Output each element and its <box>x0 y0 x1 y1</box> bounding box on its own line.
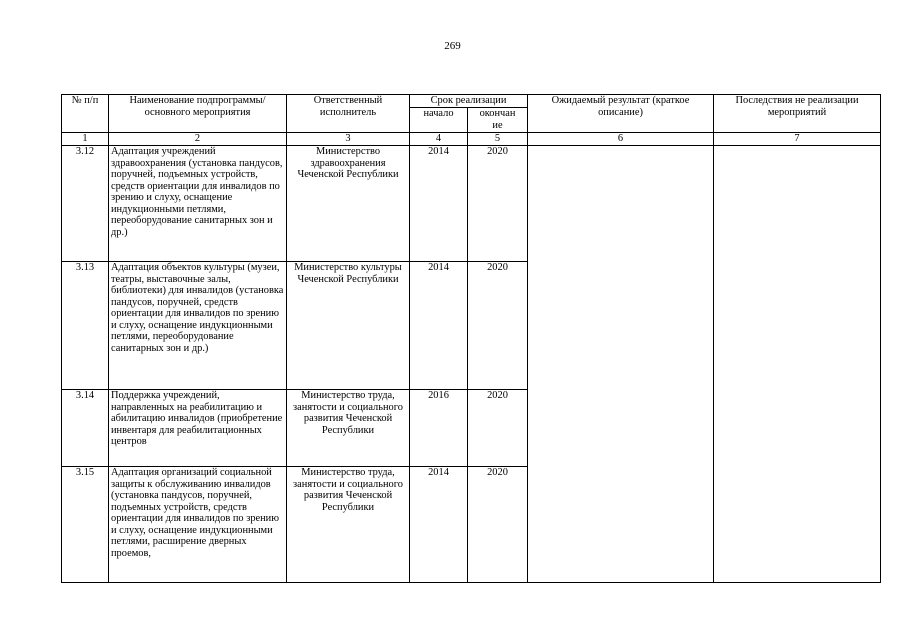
col-number-4: 4 <box>410 133 468 146</box>
header-end-line2: ие <box>492 120 503 131</box>
header-name: Наименование подпрограммы/ основного мероприятия <box>109 95 287 133</box>
header-end-line1: окончан <box>479 108 516 119</box>
header-period: Срок реализации <box>410 95 528 108</box>
header-num: № п/п <box>62 95 109 133</box>
row-executor: Министерство здравоохранения Чеченской Республики <box>287 146 410 262</box>
result-cell <box>528 146 714 583</box>
header-executor: Ответственный исполнитель <box>287 95 410 133</box>
col-number-2: 2 <box>109 133 287 146</box>
row-end: 2020 <box>468 262 528 390</box>
header-start: начало <box>410 108 468 133</box>
col-number-5: 5 <box>468 133 528 146</box>
program-table <box>61 94 881 583</box>
row-executor: Министерство труда, занятости и социального развития Чеченской Республики <box>287 467 410 583</box>
col-number-6: 6 <box>528 133 714 146</box>
row-num: 3.14 <box>62 390 109 467</box>
row-num: 3.15 <box>62 467 109 583</box>
row-name: Адаптация организаций социальной защиты к обслуживанию инвалидов (установка пандусов, поручней, подъемных устройств, средств ориентации для инвалидов по зрению и слуху, оснащение индукционными петлями, расширение дверных проемов, <box>109 467 287 583</box>
page-number: 269 <box>444 40 461 52</box>
row-name: Поддержка учреждений, направленных на реабилитацию и абилитацию инвалидов (приобретение инвентаря для реабилитационных центров <box>109 390 287 467</box>
consequences-cell <box>714 146 881 583</box>
header-consequences: Последствия не реализации мероприятий <box>714 95 881 133</box>
table-row <box>62 146 881 262</box>
row-num: 3.13 <box>62 262 109 390</box>
row-start: 2016 <box>410 390 468 467</box>
header-result: Ожидаемый результат (краткое описание) <box>528 95 714 133</box>
row-num: 3.12 <box>62 146 109 262</box>
row-end: 2020 <box>468 146 528 262</box>
row-start: 2014 <box>410 146 468 262</box>
row-end: 2020 <box>468 390 528 467</box>
row-executor: Министерство культуры Чеченской Республики <box>287 262 410 390</box>
col-number-3: 3 <box>287 133 410 146</box>
row-name: Адаптация объектов культуры (музеи, театры, выставочные залы, библиотеки) для инвалидов (установка пандусов, поручней, средств ориентации для инвалидов по зрению и слуху, оснащение индукционными петлями, переоборудование санитарных зон и др.) <box>109 262 287 390</box>
row-end: 2020 <box>468 467 528 583</box>
header-end <box>468 108 528 133</box>
row-start: 2014 <box>410 467 468 583</box>
row-executor: Министерство труда, занятости и социального развития Чеченской Республики <box>287 390 410 467</box>
col-number-1: 1 <box>62 133 109 146</box>
col-number-7: 7 <box>714 133 881 146</box>
row-name: Адаптация учреждений здравоохранения (установка пандусов, поручней, подъемных устройств, средств ориентации для инвалидов по зрению и слуху, оснащение индукционными петлями, переоборудование санитарных зон и др.) <box>109 146 287 262</box>
row-start: 2014 <box>410 262 468 390</box>
